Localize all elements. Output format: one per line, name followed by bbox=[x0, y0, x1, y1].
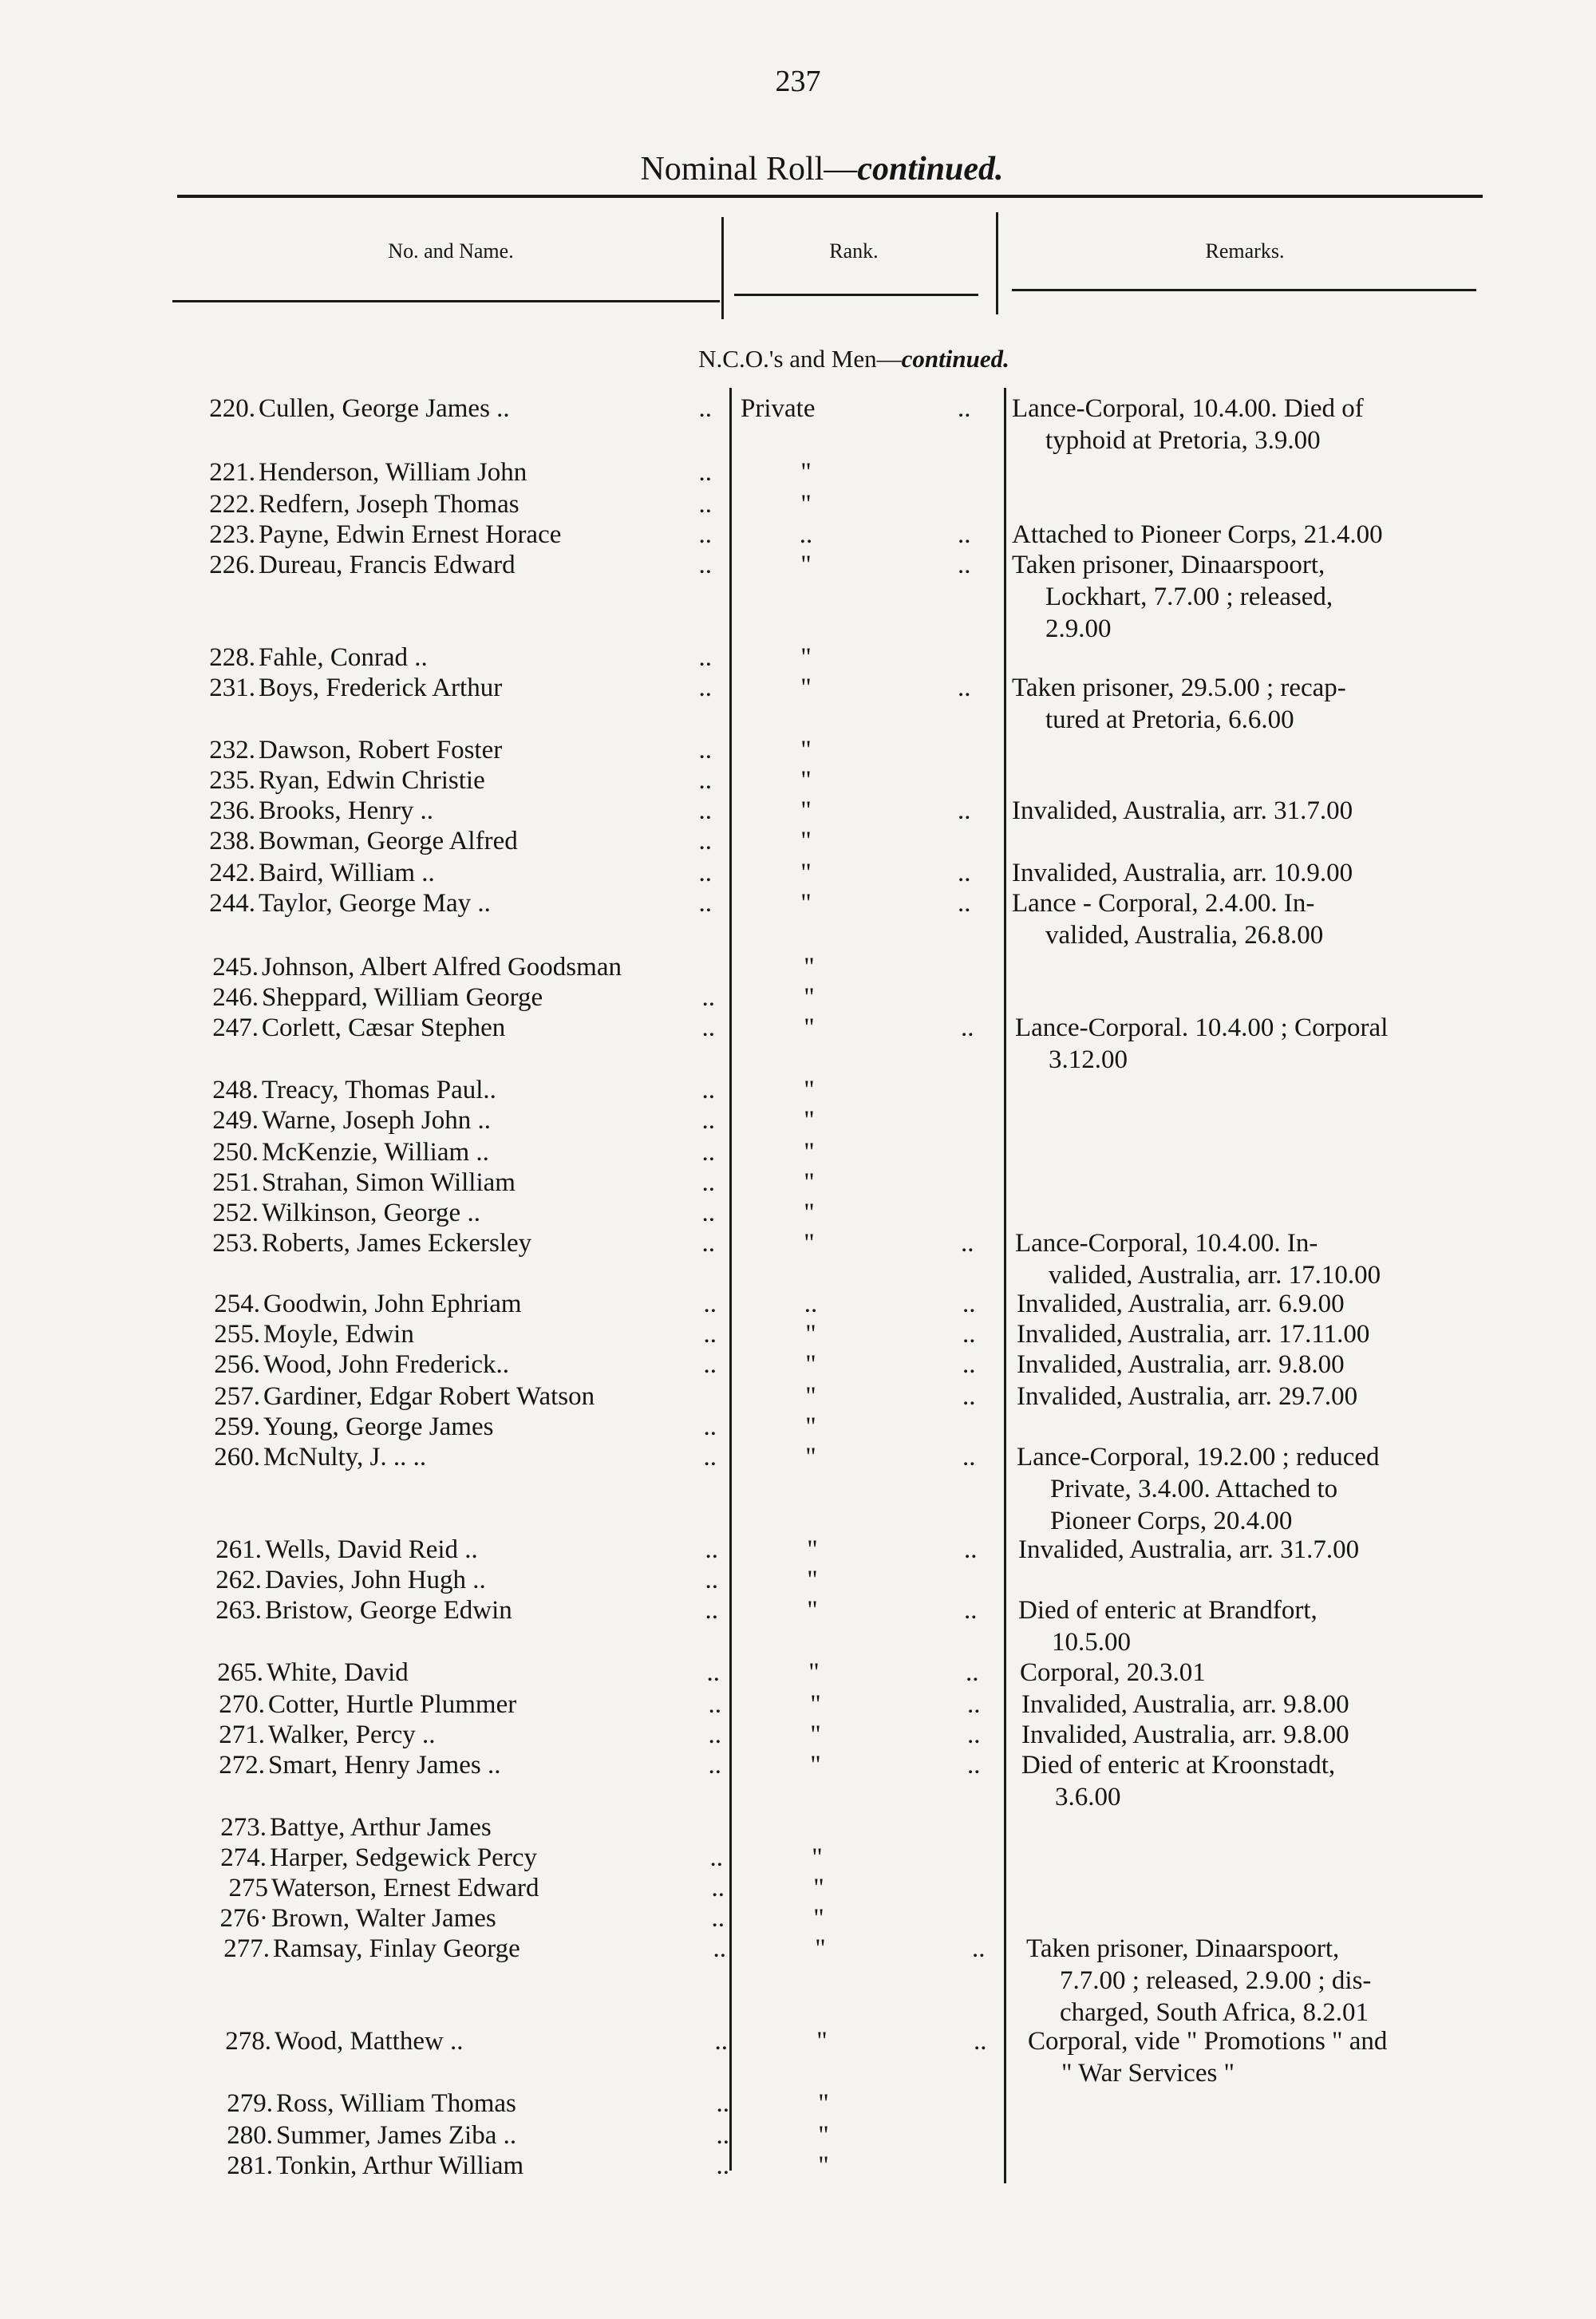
roll-row bbox=[3, 951, 1596, 983]
section-heading bbox=[0, 345, 1596, 373]
leader-dots: .. bbox=[716, 2121, 729, 2150]
remarks-line: Taken prisoner, 29.5.00 ; recap- bbox=[1012, 674, 1346, 702]
roll-number: 232. bbox=[209, 736, 255, 764]
member-name: Henderson, William John bbox=[259, 458, 527, 487]
remarks-line: Private, 3.4.00. Attached to bbox=[1050, 1475, 1338, 1503]
roll-row bbox=[11, 1811, 1596, 1843]
roll-number: 223. bbox=[209, 520, 255, 549]
leader-dots: .. bbox=[698, 736, 712, 764]
roll-row bbox=[0, 734, 1596, 766]
rank-value: " bbox=[800, 458, 812, 487]
leader-dots: .. bbox=[698, 827, 712, 855]
member-name: Gardiner, Edgar Robert Watson bbox=[263, 1382, 595, 1411]
rank-value: " bbox=[804, 1013, 815, 1042]
roll-row bbox=[5, 1288, 1596, 1320]
page-title bbox=[0, 150, 1596, 188]
rank-value: " bbox=[813, 1874, 824, 1902]
leader-dots: .. bbox=[709, 1843, 723, 1872]
roll-row bbox=[5, 1318, 1596, 1350]
member-name: Ramsay, Finlay George bbox=[273, 1934, 520, 1963]
roll-row bbox=[0, 488, 1596, 520]
roll-number: 260. bbox=[214, 1443, 260, 1472]
roll-number: 245. bbox=[212, 953, 259, 982]
member-name: Payne, Edwin Ernest Horace bbox=[259, 520, 562, 549]
roll-row bbox=[5, 1441, 1596, 1535]
rank-value: " bbox=[818, 2121, 829, 2150]
leader-dots: .. bbox=[701, 1138, 715, 1167]
rank-value: " bbox=[804, 1076, 815, 1104]
roll-number: 235. bbox=[209, 766, 255, 795]
member-name: Corlett, Cæsar Stephen bbox=[262, 1013, 506, 1042]
roll-row bbox=[18, 2088, 1596, 2119]
leader-dots: .. bbox=[964, 1596, 978, 1625]
member-name: Cullen, George James .. bbox=[259, 394, 510, 423]
remarks-line: 2.9.00 bbox=[1045, 614, 1112, 643]
member-name: Sheppard, William George bbox=[262, 983, 543, 1012]
rank-value: .. bbox=[799, 520, 813, 549]
member-name: Waterson, Ernest Edward bbox=[271, 1874, 539, 1902]
roll-row bbox=[14, 1933, 1596, 2027]
leader-dots: .. bbox=[716, 2089, 729, 2118]
roll-number: 274. bbox=[220, 1843, 267, 1872]
roll-number: 271. bbox=[219, 1720, 265, 1749]
remarks-line: Died of enteric at Kroonstadt, bbox=[1021, 1751, 1336, 1780]
page-number: 237 bbox=[775, 65, 821, 98]
rank-value: " bbox=[804, 953, 815, 982]
roll-number: 247. bbox=[212, 1013, 259, 1042]
rank-value: " bbox=[804, 1229, 815, 1258]
remarks-line: Lockhart, 7.7.00 ; released, bbox=[1045, 583, 1333, 611]
rank-value: " bbox=[816, 2027, 828, 2056]
roll-number: 280. bbox=[227, 2121, 273, 2150]
remarks-line: 7.7.00 ; released, 2.9.00 ; dis- bbox=[1060, 1966, 1372, 1995]
member-name: Harper, Sedgewick Percy bbox=[270, 1843, 537, 1872]
leader-dots: .. bbox=[701, 1013, 715, 1042]
roll-number: 254. bbox=[214, 1290, 260, 1318]
leader-dots: .. bbox=[961, 1013, 974, 1042]
remarks-line: 10.5.00 bbox=[1052, 1628, 1131, 1657]
section-italic: continued. bbox=[901, 345, 1009, 373]
member-name: Brown, Walter James bbox=[271, 1904, 496, 1933]
roll-number: 253. bbox=[212, 1229, 259, 1258]
rank-value: " bbox=[800, 766, 812, 795]
remarks-line: Lance-Corporal. 10.4.00 ; Corporal bbox=[1015, 1013, 1389, 1042]
roll-row bbox=[10, 1689, 1596, 1720]
remarks-line: Attached to Pioneer Corps, 21.4.00 bbox=[1012, 520, 1383, 549]
rank-value: " bbox=[807, 1535, 818, 1564]
header-bottom-rule-rank bbox=[734, 294, 978, 296]
roll-row bbox=[0, 887, 1596, 950]
leader-dots: .. bbox=[958, 394, 971, 423]
remarks-line: tured at Pretoria, 6.6.00 bbox=[1045, 705, 1294, 734]
remarks-line: Lance-Corporal, 19.2.00 ; reduced bbox=[1017, 1443, 1380, 1472]
leader-dots: .. bbox=[958, 796, 971, 825]
member-name: Treacy, Thomas Paul.. bbox=[262, 1076, 496, 1104]
rank-value: " bbox=[813, 1904, 824, 1933]
leader-dots: .. bbox=[708, 1751, 721, 1780]
leader-dots: .. bbox=[716, 2151, 729, 2180]
member-name: Summer, James Ziba .. bbox=[276, 2121, 517, 2150]
roll-number: 251. bbox=[212, 1168, 259, 1197]
roll-row bbox=[0, 519, 1596, 551]
roll-number: 249. bbox=[212, 1106, 259, 1135]
rank-value: " bbox=[804, 1168, 815, 1197]
roll-row bbox=[10, 1749, 1596, 1811]
member-name: Warne, Joseph John .. bbox=[262, 1106, 491, 1135]
rank-value: " bbox=[818, 2151, 829, 2180]
roll-row bbox=[3, 1197, 1596, 1229]
roll-row bbox=[0, 456, 1596, 488]
roll-row bbox=[5, 1349, 1596, 1381]
rank-value: " bbox=[805, 1443, 816, 1472]
leader-dots: .. bbox=[698, 643, 712, 672]
roll-number: 221. bbox=[209, 458, 255, 487]
rank-value: " bbox=[807, 1566, 818, 1594]
roll-number: 265. bbox=[217, 1658, 263, 1687]
remarks-line: 3.12.00 bbox=[1049, 1045, 1128, 1074]
member-name: McNulty, J. .. .. bbox=[263, 1443, 427, 1472]
member-name: Fahle, Conrad .. bbox=[259, 643, 428, 672]
rank-value: Private bbox=[741, 394, 816, 423]
rank-value: .. bbox=[804, 1290, 818, 1318]
leader-dots: .. bbox=[711, 1874, 725, 1902]
member-name: Dawson, Robert Foster bbox=[259, 736, 503, 764]
leader-dots: .. bbox=[972, 1934, 986, 1963]
leader-dots: .. bbox=[701, 1168, 715, 1197]
rank-value: " bbox=[804, 1199, 815, 1227]
remarks-line: 3.6.00 bbox=[1055, 1783, 1121, 1811]
roll-number: 236. bbox=[209, 796, 255, 825]
member-name: Roberts, James Eckersley bbox=[262, 1229, 532, 1258]
section-main: N.C.O.'s and Men— bbox=[698, 345, 902, 373]
header-divider-1 bbox=[721, 217, 724, 319]
member-name: Wilkinson, George .. bbox=[262, 1199, 480, 1227]
member-name: Davies, John Hugh .. bbox=[265, 1566, 486, 1594]
roll-row bbox=[18, 2150, 1596, 2182]
roll-row bbox=[5, 1411, 1596, 1443]
column-header-remarks: Remarks. bbox=[1205, 239, 1285, 263]
leader-dots: .. bbox=[962, 1290, 976, 1318]
rank-value: " bbox=[815, 1934, 826, 1963]
rank-value: " bbox=[818, 2089, 829, 2118]
member-name: Taylor, George May .. bbox=[259, 889, 491, 918]
roll-row bbox=[0, 764, 1596, 796]
member-name: Smart, Henry James .. bbox=[268, 1751, 501, 1780]
roll-number: 272. bbox=[219, 1751, 265, 1780]
rank-value: " bbox=[805, 1412, 816, 1441]
remarks-line: Invalided, Australia, arr. 17.11.00 bbox=[1017, 1320, 1370, 1349]
member-name: Goodwin, John Ephriam bbox=[263, 1290, 522, 1318]
remarks-line: valided, Australia, 26.8.00 bbox=[1045, 921, 1324, 950]
leader-dots: .. bbox=[967, 1720, 981, 1749]
leader-dots: .. bbox=[706, 1658, 720, 1687]
roll-row bbox=[6, 1534, 1596, 1566]
leader-dots: .. bbox=[967, 1751, 981, 1780]
roll-number: 275 bbox=[228, 1874, 268, 1902]
title-main: Nominal Roll— bbox=[640, 151, 858, 188]
leader-dots: .. bbox=[705, 1596, 718, 1625]
roll-number: 263. bbox=[215, 1596, 262, 1625]
roll-row bbox=[3, 982, 1596, 1013]
leader-dots: .. bbox=[703, 1443, 717, 1472]
rank-value: " bbox=[805, 1350, 816, 1379]
member-name: Walker, Percy .. bbox=[268, 1720, 436, 1749]
roll-row bbox=[6, 1594, 1596, 1657]
member-name: White, David bbox=[267, 1658, 409, 1687]
leader-dots: .. bbox=[705, 1566, 718, 1594]
header-bottom-rule-name bbox=[172, 300, 720, 302]
member-name: Bowman, George Alfred bbox=[259, 827, 518, 855]
leader-dots: .. bbox=[958, 889, 971, 918]
rank-value: " bbox=[800, 796, 812, 825]
rank-value: " bbox=[800, 674, 812, 702]
leader-dots: .. bbox=[701, 1229, 715, 1258]
leader-dots: .. bbox=[698, 796, 712, 825]
remarks-line: Pioneer Corps, 20.4.00 bbox=[1050, 1507, 1293, 1535]
roll-number: 250. bbox=[212, 1138, 259, 1167]
roll-row bbox=[0, 393, 1596, 455]
roll-row bbox=[16, 2025, 1596, 2088]
column-header-rank: Rank. bbox=[829, 239, 879, 263]
remarks-line: " War Services " bbox=[1061, 2059, 1235, 2088]
header-divider-2 bbox=[996, 212, 998, 314]
leader-dots: .. bbox=[962, 1350, 976, 1379]
leader-dots: .. bbox=[974, 2027, 987, 2056]
leader-dots: .. bbox=[701, 1076, 715, 1104]
roll-number: 226. bbox=[209, 551, 255, 579]
roll-row bbox=[13, 1902, 1596, 1934]
roll-row bbox=[3, 1012, 1596, 1074]
member-name: Tonkin, Arthur William bbox=[276, 2151, 524, 2180]
remarks-line: Lance-Corporal, 10.4.00. Died of bbox=[1012, 394, 1364, 423]
remarks-line: Taken prisoner, Dinaarspoort, bbox=[1026, 1934, 1340, 1963]
rank-value: " bbox=[804, 1106, 815, 1135]
rank-value: " bbox=[800, 551, 812, 579]
roll-number: 242. bbox=[209, 859, 255, 887]
roll-row bbox=[6, 1564, 1596, 1596]
roll-row bbox=[0, 857, 1596, 889]
leader-dots: .. bbox=[711, 1904, 725, 1933]
leader-dots: .. bbox=[698, 551, 712, 579]
roll-number: 261. bbox=[215, 1535, 262, 1564]
roll-number: 262. bbox=[215, 1566, 262, 1594]
leader-dots: .. bbox=[698, 394, 712, 423]
leader-dots: .. bbox=[708, 1690, 721, 1719]
roll-row bbox=[3, 1227, 1596, 1290]
leader-dots: .. bbox=[705, 1535, 718, 1564]
roll-row bbox=[3, 1074, 1596, 1106]
leader-dots: .. bbox=[966, 1658, 979, 1687]
roll-row bbox=[0, 642, 1596, 674]
roll-number: 222. bbox=[209, 490, 255, 519]
roll-number: 259. bbox=[214, 1412, 260, 1441]
member-name: Johnson, Albert Alfred Goodsman bbox=[262, 953, 622, 982]
roll-row bbox=[3, 1167, 1596, 1199]
rank-value: " bbox=[810, 1720, 821, 1749]
rank-value: " bbox=[800, 827, 812, 855]
leader-dots: .. bbox=[958, 520, 971, 549]
leader-dots: .. bbox=[714, 2027, 728, 2056]
leader-dots: .. bbox=[962, 1320, 976, 1349]
leader-dots: .. bbox=[967, 1690, 981, 1719]
roll-row bbox=[5, 1381, 1596, 1412]
leader-dots: .. bbox=[703, 1350, 717, 1379]
member-name: Cotter, Hurtle Plummer bbox=[268, 1690, 517, 1719]
leader-dots: .. bbox=[713, 1934, 726, 1963]
member-name: Young, George James bbox=[263, 1412, 494, 1441]
remarks-line: Invalided, Australia, arr. 6.9.00 bbox=[1017, 1290, 1345, 1318]
remarks-line: valided, Australia, arr. 17.10.00 bbox=[1049, 1261, 1381, 1290]
remarks-line: Invalided, Australia, arr. 9.8.00 bbox=[1021, 1720, 1349, 1749]
remarks-line: Lance-Corporal, 10.4.00. In- bbox=[1015, 1229, 1318, 1258]
roll-number: 246. bbox=[212, 983, 259, 1012]
remarks-line: Corporal, 20.3.01 bbox=[1020, 1658, 1206, 1687]
roll-row bbox=[3, 1104, 1596, 1136]
roll-number: 220. bbox=[209, 394, 255, 423]
leader-dots: .. bbox=[701, 1199, 715, 1227]
remarks-line: Invalided, Australia, arr. 9.8.00 bbox=[1017, 1350, 1345, 1379]
member-name: Redfern, Joseph Thomas bbox=[259, 490, 519, 519]
roll-row bbox=[0, 795, 1596, 827]
roll-row bbox=[11, 1842, 1596, 1874]
member-name: Boys, Frederick Arthur bbox=[259, 674, 503, 702]
roll-number: 248. bbox=[212, 1076, 259, 1104]
leader-dots: .. bbox=[698, 859, 712, 887]
header-bottom-rule-remarks bbox=[1012, 289, 1476, 291]
remarks-line: Invalided, Australia, arr. 9.8.00 bbox=[1021, 1690, 1349, 1719]
remarks-line: Corporal, vide " Promotions " and bbox=[1028, 2027, 1388, 2056]
remarks-line: charged, South Africa, 8.2.01 bbox=[1060, 1998, 1369, 2027]
remarks-line: Taken prisoner, Dinaarspoort, bbox=[1012, 551, 1325, 579]
roll-number: 273. bbox=[220, 1813, 267, 1842]
leader-dots: .. bbox=[958, 859, 971, 887]
roll-number: 231. bbox=[209, 674, 255, 702]
roll-row bbox=[3, 1136, 1596, 1168]
rank-value: " bbox=[800, 643, 812, 672]
header-top-rule bbox=[177, 195, 1483, 198]
member-name: Baird, William .. bbox=[259, 859, 435, 887]
leader-dots: .. bbox=[698, 766, 712, 795]
roll-number: 277. bbox=[223, 1934, 270, 1963]
rank-value: " bbox=[800, 889, 812, 918]
roll-number: 276· bbox=[219, 1904, 268, 1933]
leader-dots: .. bbox=[698, 520, 712, 549]
roll-row bbox=[0, 549, 1596, 643]
roll-number: 228. bbox=[209, 643, 255, 672]
rank-value: " bbox=[805, 1320, 816, 1349]
remarks-line: Invalided, Australia, arr. 31.7.00 bbox=[1012, 796, 1353, 825]
roll-number: 278. bbox=[225, 2027, 271, 2056]
leader-dots: .. bbox=[698, 674, 712, 702]
member-name: Battye, Arthur James bbox=[270, 1813, 492, 1842]
rank-value: " bbox=[800, 490, 812, 519]
roll-number: 281. bbox=[227, 2151, 273, 2180]
roll-number: 255. bbox=[214, 1320, 260, 1349]
member-name: Bristow, George Edwin bbox=[265, 1596, 512, 1625]
leader-dots: .. bbox=[703, 1320, 717, 1349]
leader-dots: .. bbox=[701, 1106, 715, 1135]
column-header-name: No. and Name. bbox=[388, 239, 514, 263]
rank-value: " bbox=[800, 859, 812, 887]
rank-value: " bbox=[804, 1138, 815, 1167]
rank-value: " bbox=[810, 1751, 821, 1780]
roll-number: 238. bbox=[209, 827, 255, 855]
member-name: McKenzie, William .. bbox=[262, 1138, 489, 1167]
member-name: Moyle, Edwin bbox=[263, 1320, 414, 1349]
roll-number: 257. bbox=[214, 1382, 260, 1411]
remarks-line: Invalided, Australia, arr. 10.9.00 bbox=[1012, 859, 1353, 887]
roll-row bbox=[0, 825, 1596, 857]
roll-row bbox=[13, 1872, 1596, 1904]
leader-dots: .. bbox=[962, 1382, 976, 1411]
remarks-line: typhoid at Pretoria, 3.9.00 bbox=[1045, 426, 1321, 455]
title-italic: continued. bbox=[857, 151, 1004, 188]
roll-number: 270. bbox=[219, 1690, 265, 1719]
rank-value: " bbox=[807, 1596, 818, 1625]
roll-row bbox=[18, 2119, 1596, 2151]
leader-dots: .. bbox=[698, 490, 712, 519]
remarks-line: Invalided, Australia, arr. 29.7.00 bbox=[1017, 1382, 1358, 1411]
rank-value: " bbox=[804, 983, 815, 1012]
roll-number: 256. bbox=[214, 1350, 260, 1379]
roll-number: 244. bbox=[209, 889, 255, 918]
rank-value: " bbox=[810, 1690, 821, 1719]
roll-row bbox=[8, 1657, 1596, 1689]
leader-dots: .. bbox=[708, 1720, 721, 1749]
member-name: Wells, David Reid .. bbox=[265, 1535, 478, 1564]
leader-dots: .. bbox=[961, 1229, 974, 1258]
leader-dots: .. bbox=[701, 983, 715, 1012]
rank-value: " bbox=[812, 1843, 823, 1872]
roll-number: 279. bbox=[227, 2089, 273, 2118]
member-name: Dureau, Francis Edward bbox=[259, 551, 516, 579]
member-name: Brooks, Henry .. bbox=[259, 796, 434, 825]
leader-dots: .. bbox=[964, 1535, 978, 1564]
leader-dots: .. bbox=[962, 1443, 976, 1472]
leader-dots: .. bbox=[703, 1290, 717, 1318]
leader-dots: .. bbox=[698, 458, 712, 487]
remarks-line: Died of enteric at Brandfort, bbox=[1018, 1596, 1317, 1625]
roll-row bbox=[0, 672, 1596, 734]
leader-dots: .. bbox=[958, 551, 971, 579]
member-name: Ryan, Edwin Christie bbox=[259, 766, 485, 795]
remarks-line: Lance - Corporal, 2.4.00. In- bbox=[1012, 889, 1315, 918]
roll-number: 252. bbox=[212, 1199, 259, 1227]
roll-row bbox=[10, 1719, 1596, 1751]
member-name: Strahan, Simon William bbox=[262, 1168, 516, 1197]
leader-dots: .. bbox=[703, 1412, 717, 1441]
member-name: Wood, John Frederick.. bbox=[263, 1350, 510, 1379]
rank-value: " bbox=[800, 736, 812, 764]
remarks-line: Invalided, Australia, arr. 31.7.00 bbox=[1018, 1535, 1360, 1564]
member-name: Ross, William Thomas bbox=[276, 2089, 516, 2118]
leader-dots: .. bbox=[698, 889, 712, 918]
rank-value: " bbox=[808, 1658, 820, 1687]
leader-dots: .. bbox=[958, 674, 971, 702]
member-name: Wood, Matthew .. bbox=[275, 2027, 464, 2056]
rank-value: " bbox=[805, 1382, 816, 1411]
